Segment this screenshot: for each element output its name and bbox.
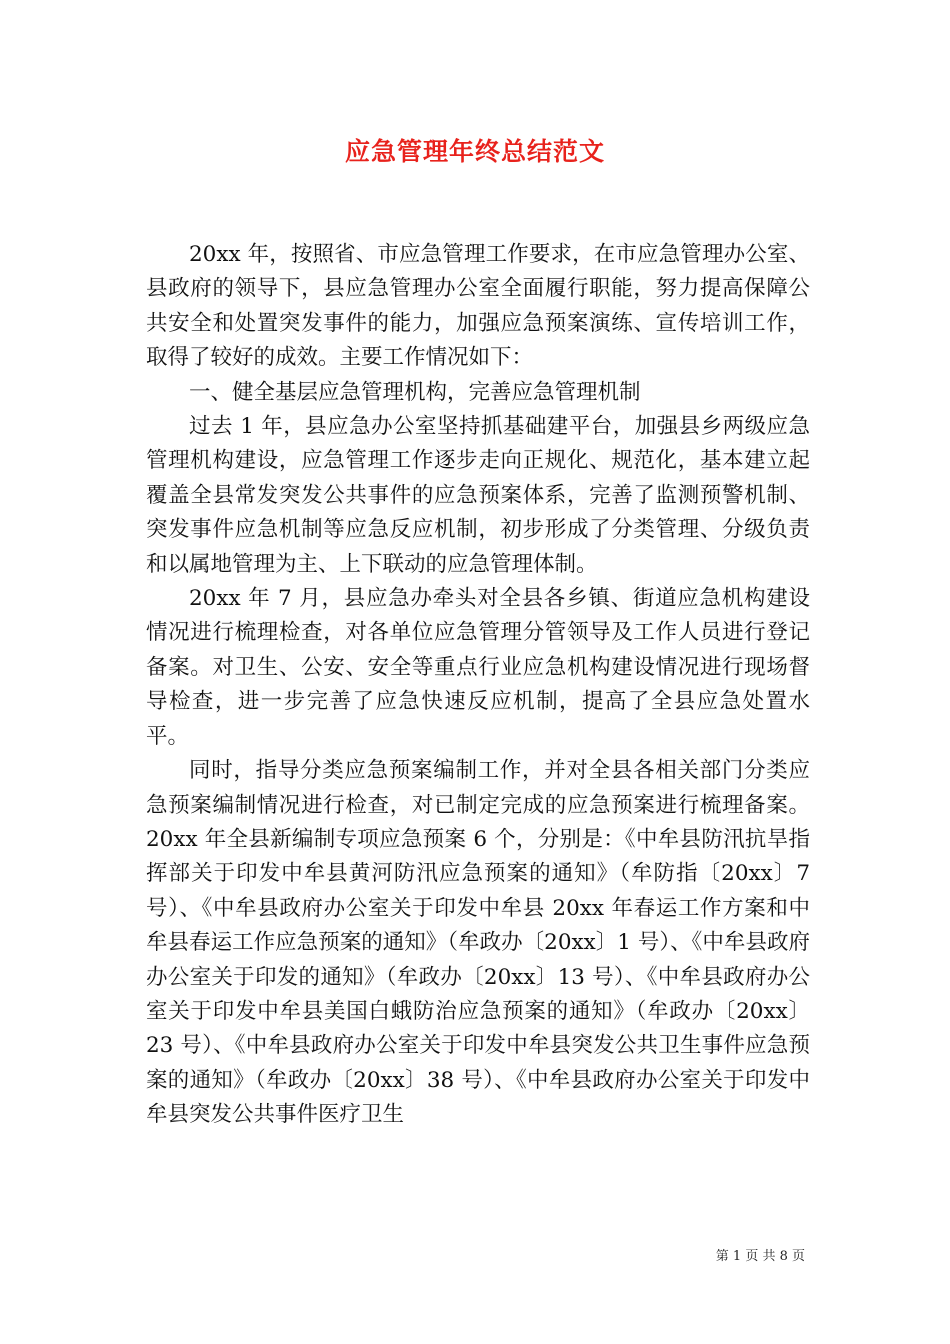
paragraph-1: 过去 1 年，县应急办公室坚持抓基础建平台，加强县乡两级应急管理机构建设，应急管理工作逐步走向正规化、规范化，基本建立起覆盖全县常发突发公共事件的应急预案体系，完善了监测预警机制、突发事件应急机制等应急反应机制，初步形成了分类管理、分级负责和以属地管理为主、上下联动的应急管理体制。 xyxy=(146,414,810,577)
paragraph-intro: 20xx 年，按照省、市应急管理工作要求，在市应急管理办公室、县政府的领导下，县应急管理办公室全面履行职能，努力提高保障公共安全和处置突发事件的能力，加强应急预案演练、宣传培训工作，取得了较好的成效。主要工作情况如下： xyxy=(146,242,810,371)
document-title: 应急管理年终总结范文 xyxy=(344,137,605,166)
page-number: 第 1 页 共 8 页 xyxy=(715,1249,805,1264)
document-body xyxy=(146,238,810,1133)
section-heading-1: 一、健全基层应急管理机构，完善应急管理机制 xyxy=(189,379,641,405)
paragraph-3: 同时，指导分类应急预案编制工作，并对全县各相关部门分类应急预案编制情况进行检查，对已制定完成的应急预案进行梳理备案。20xx 年全县新编制专项应急预案 6 个，分别是：《中牟县防汛抗旱指挥部关于印发中牟县黄河防汛应急预案的通知》（牟防指〔20xx〕7 号）、《中牟县政府办公室关于印发中牟县 20xx 年春运工作方案和中牟县春运工作应急预案的通知》（牟政办〔20xx〕1 号）、《中牟县政府办公室关于印发的通知》（牟政办〔20xx〕13 号）、《中牟县政府办公室关于印发中牟县美国白蛾防治应急预案的通知》（牟政办〔20xx〕23 号）、《中牟县政府办公室关于印发中牟县突发公共卫生事件应急预案的通知》（牟政办〔20xx〕38 号）、《中牟县政府办公室关于印发中牟县突发公共事件医疗卫生 xyxy=(146,758,810,1128)
paragraph-2: 20xx 年 7 月，县应急办牵头对全县各乡镇、街道应急机构建设情况进行梳理检查，对各单位应急管理分管领导及工作人员进行登记备案。对卫生、公安、安全等重点行业应急机构建设情况进行现场督导检查，进一步完善了应急快速反应机制，提高了全县应急处置水平。 xyxy=(146,586,810,749)
